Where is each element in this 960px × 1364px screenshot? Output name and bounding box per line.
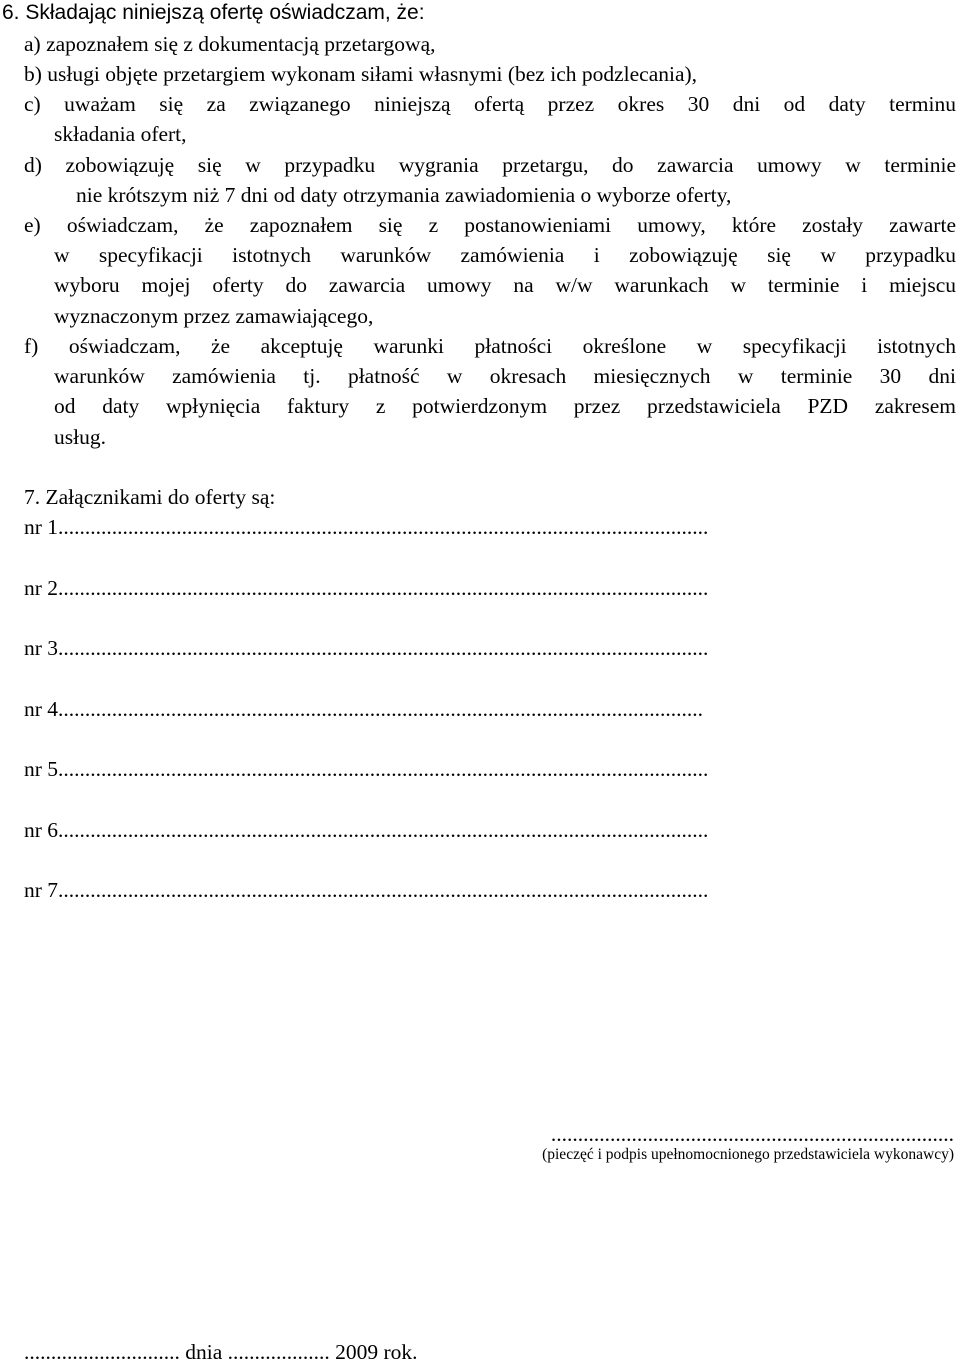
place-date-line: ............................. dnia ................... 2009 rok. [24, 1340, 418, 1364]
signature-caption: (pieczęć i podpis upełnomocnionego przedstawiciela wykonawcy) [542, 1146, 954, 1163]
attachment-line-2: nr 2......................................................................................................................... [24, 576, 709, 600]
list-item-f-line-1: f) oświadczam, że akceptuję warunki płatności określone w specyfikacji istotnych [24, 334, 956, 358]
list-item-e-line-2: w specyfikacji istotnych warunków zamówienia i zobowiązuję się w przypadku [54, 243, 956, 267]
list-item-f-line-2: warunków zamówienia tj. płatność w okresach miesięcznych w terminie 30 dni [54, 364, 956, 388]
list-item-d-line-1: d) zobowiązuję się w przypadku wygrania przetargu, do zawarcia umowy w terminie [24, 153, 956, 177]
attachment-line-1: nr 1......................................................................................................................... [24, 515, 709, 539]
attachment-line-6: nr 6......................................................................................................................... [24, 818, 709, 842]
list-item-e-line-3: wyboru mojej oferty do zawarcia umowy na w/w warunkach w terminie i miejscu [54, 273, 956, 297]
list-item-a: a) zapoznałem się z dokumentacją przetargową, [24, 32, 436, 56]
list-item-e-line-4: wyznaczonym przez zamawiającego, [54, 304, 374, 328]
attachment-line-4: nr 4........................................................................................................................ [24, 697, 704, 721]
list-item-f-line-4: usług. [54, 425, 106, 449]
list-item-e-line-1: e) oświadczam, że zapoznałem się z postanowieniami umowy, które zostały zawarte [24, 213, 956, 237]
signature-dots: ........................................................................... [550, 1122, 954, 1146]
attachment-line-7: nr 7......................................................................................................................... [24, 878, 709, 902]
attachment-line-3: nr 3......................................................................................................................... [24, 636, 709, 660]
attachment-line-5: nr 5......................................................................................................................... [24, 757, 709, 781]
section-7-heading: 7. Załącznikami do oferty są: [24, 485, 276, 509]
list-item-b: b) usługi objęte przetargiem wykonam siłami własnymi (bez ich podzlecania), [24, 62, 698, 86]
list-item-c-line-1: c) uważam się za związanego niniejszą ofertą przez okres 30 dni od daty terminu [24, 92, 956, 116]
list-item-d-line-2: nie krótszym niż 7 dni od daty otrzymania zawiadomienia o wyborze oferty, [76, 183, 732, 207]
section-6-heading: 6. Składając niniejszą ofertę oświadczam, że: [2, 1, 425, 24]
list-item-c-line-2: składania ofert, [54, 122, 187, 146]
list-item-f-line-3: od daty wpłynięcia faktury z potwierdzonym przez przedstawiciela PZD zakresem [54, 394, 956, 418]
